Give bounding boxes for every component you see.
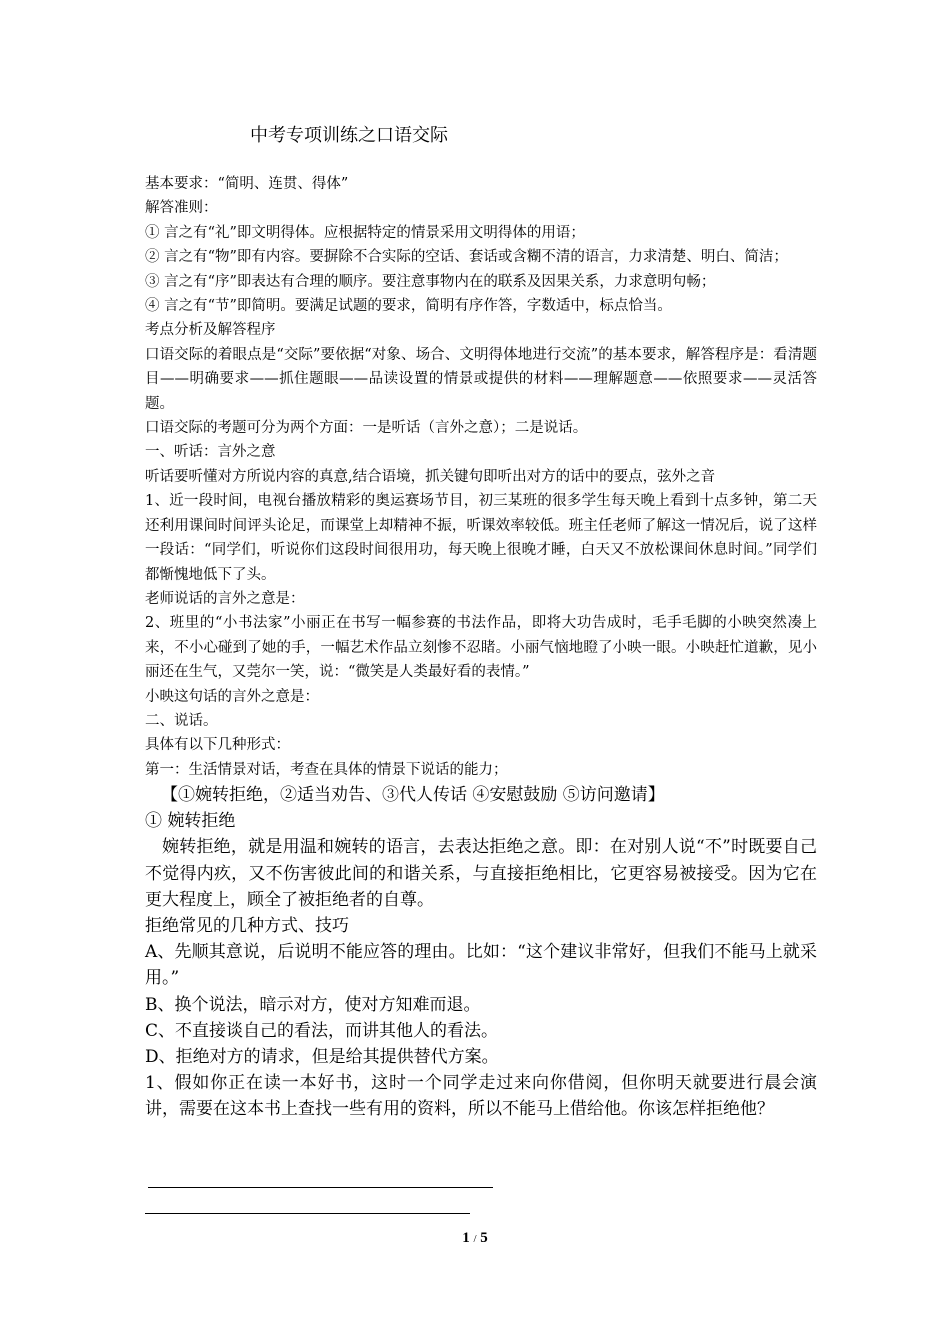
section-heading-speaking: 二、说话。: [145, 712, 218, 729]
method-b: B、换个说法，暗示对方，使对方知难而退。: [145, 994, 481, 1015]
method-d: D、拒绝对方的请求，但是给其提供替代方案。: [145, 1046, 499, 1067]
paragraph-analysis-heading: 考点分析及解答程序: [145, 322, 276, 339]
paragraph-forms-intro: 具体有以下几种形式：: [145, 737, 290, 754]
paragraph-analysis-body: 口语交际的着眼点是“交际”要依据“对象、场合、文明得体地进行交流”的基本要求，解答程序是：看清题目——明确要求——抓住题眼——品读设置的情景或提供的材料——理解题意——依照要求——灵活答题。: [145, 346, 817, 412]
paragraph-two-aspects: 口语交际的考题可分为两个方面：一是听话（言外之意）；二是说话。: [145, 420, 588, 437]
paragraph-principle-1: ① 言之有“礼”即文明得体。应根据特定的情景采用文明得体的用语；: [145, 224, 585, 241]
question-2-text: 2、班里的“小书法家”小丽正在书写一幅参赛的书法作品，即将大功告成时，毛手毛脚的小映突然凑上来，不小心碰到了她的手，一幅艺术作品立刻惨不忍睹。小丽气恼地瞪了小映一眼。小映赶忙道歉，见小丽还在生气，又莞尔一笑，说：“微笑是人类最好看的表情。”: [145, 615, 817, 681]
method-a: A、先顺其意说，后说明不能应答的理由。比如：“这个建议非常好，但我们不能马上就采用。”: [145, 942, 817, 989]
method-c: C、不直接谈自己的看法，而讲其他人的看法。: [145, 1020, 499, 1041]
total-pages-number: 5: [480, 1230, 488, 1246]
section-heading-listening: 一、听话：言外之意: [145, 444, 276, 461]
subsection-heading-refusal: ① 婉转拒绝: [145, 811, 236, 832]
answer-line[interactable]: [148, 1187, 493, 1188]
page-separator: /: [473, 1233, 477, 1245]
question-1-text: 1、近一段时间，电视台播放精彩的奥运赛场节目，初三某班的很多学生每天晚上看到十点多钟，第二天还利用课间时间评头论足，而课堂上却精神不振，听课效率较低。班主任老师了解这一情况后，说了这样一段话：“同学们，听说你们这段时间很用功，每天晚上很晚才睡，白天又不放松课间休息时间。”同学们都惭愧地低下了头。: [145, 493, 817, 583]
bracket-list: 【①婉转拒绝，②适当劝告、③代人传话 ④安慰鼓励 ⑤访问邀请】: [161, 785, 665, 806]
question-2-prompt: 小映这句话的言外之意是：: [145, 688, 319, 705]
paragraph-principle-3: ③ 言之有“序”即表达有合理的顺序。要注意事物内在的联系及因果关系，力求意明句畅；: [145, 273, 716, 290]
document-title: 中考专项训练之口语交际: [250, 125, 448, 146]
paragraph-principles-heading: 解答准则：: [145, 200, 218, 217]
answer-line[interactable]: [145, 1213, 470, 1214]
paragraph-listening-intro: 听话要听懂对方所说内容的真意,结合语境，抓关键句即听出对方的话中的要点，弦外之音: [145, 468, 716, 485]
paragraph-refusal-definition: 婉转拒绝，就是用温和婉转的语言，去表达拒绝之意。即：在对别人说“不”时既要自己不觉得内疚，又不伤害彼此间的和谐关系，与直接拒绝相比，它更容易被接受。因为它在更大程度上，顾全了被拒绝者的自尊。: [145, 837, 817, 910]
paragraph-refusal-methods-heading: 拒绝常见的几种方式、技巧: [145, 915, 349, 936]
paragraph-principle-4: ④ 言之有“节”即简明。要满足试题的要求，简明有序作答，字数适中，标点恰当。: [145, 298, 672, 315]
paragraph-form-1: 第一：生活情景对话，考查在具体的情景下说话的能力；: [145, 761, 508, 778]
question-1-prompt: 老师说话的言外之意是：: [145, 590, 305, 607]
document-body: [145, 172, 817, 1123]
exercise-1-text: 1、假如你正在读一本好书，这时一个同学走过来向你借阅，但你明天就要进行晨会演讲，需要在这本书上查找一些有用的资料，所以不能马上借给他。你该怎样拒绝他？: [145, 1073, 817, 1120]
page-number: [0, 1228, 950, 1249]
paragraph-principle-2: ② 言之有“物”即有内容。要摒除不合实际的空话、套话或含糊不清的语言，力求清楚、明白、简洁；: [145, 249, 788, 266]
paragraph-basic-requirement: 基本要求：“简明、连贯、得体”: [145, 176, 349, 192]
current-page-number: 1: [462, 1230, 470, 1246]
